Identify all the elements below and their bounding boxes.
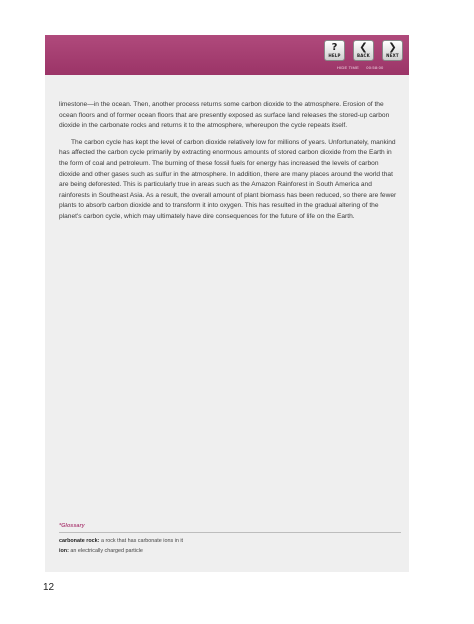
hide-time-toggle[interactable]: HIDE TIME <box>337 65 359 70</box>
back-label: BACK <box>357 53 370 58</box>
chevron-right-icon: ❯ <box>388 42 397 53</box>
paragraph: The carbon cycle has kept the level of carbon dioxide relatively low for millions of years. Unfortunately, mankind has affected the carbon cycle primarily by extracting enormous amounts of stored carbon dioxide from the Earth in the form of coal and petroleum. The burning of these fossil fuels for energy has increased the levels of carbon dioxide and other gases such as sulfur in the atmosphere. In addition, there are many places around the world that are being deforested. This is particularly true in areas such as the Amazon Rainforest in South America and rainforests in Southeast Asia. As a result, the overall amount of plant biomass has been reduced, so there are fewer plants to absorb carbon dioxide and to transform it into oxygen. This has resulted in the gradual altering of the planet's carbon cycle, which may ultimately have dire consequences for the future of life on the Earth. <box>59 138 397 220</box>
passage-text <box>59 100 397 229</box>
glossary-entry <box>59 546 401 556</box>
glossary-entry <box>59 536 401 546</box>
glossary-term: ion: <box>59 548 69 554</box>
timer-value: 00:58:00 <box>366 65 384 70</box>
timer <box>337 65 405 70</box>
next-button[interactable] <box>382 40 403 61</box>
help-button[interactable] <box>324 40 345 61</box>
chevron-left-icon: ❮ <box>359 42 368 53</box>
back-button[interactable] <box>353 40 374 61</box>
reading-panel <box>45 35 409 572</box>
next-label: NEXT <box>386 53 399 58</box>
paragraph: limestone—in the ocean. Then, another process returns some carbon dioxide to the atmosphere. Erosion of the ocean floors and of former ocean floors that are presently exposed as surface land releases the stored-up carbon dioxide in the carbonate rocks and returns it to the atmosphere, whereupon the cycle repeats itself. <box>59 101 390 130</box>
question-mark-icon: ? <box>331 42 338 53</box>
header-bar <box>45 35 409 75</box>
help-label: HELP <box>328 53 341 58</box>
glossary-term: carbonate rock: <box>59 538 100 544</box>
glossary-title: *Glossary <box>59 523 401 533</box>
glossary-definition: a rock that has carbonate ions in it <box>99 538 184 544</box>
glossary-definition: an electrically charged particle <box>68 548 143 554</box>
glossary <box>59 523 401 556</box>
page-number: 12 <box>43 582 55 593</box>
